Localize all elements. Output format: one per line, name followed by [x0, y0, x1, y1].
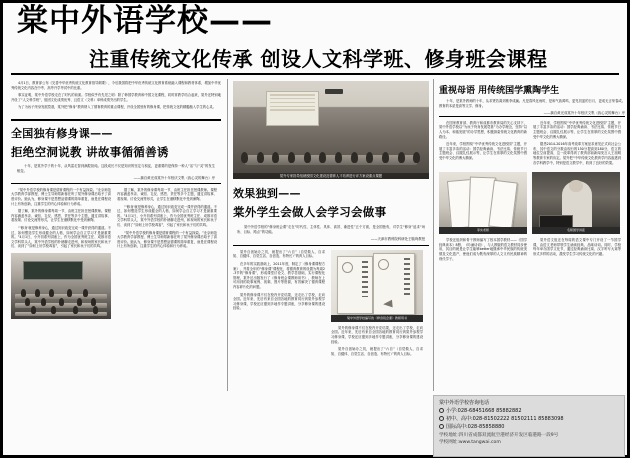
lecture-photo [532, 172, 620, 234]
left-body-p6: “棠中外语学校的修身课是德育课程的一个有益探索。”北京师范大学教育学部教授、博士生导师郑新蓉在听了棠外修身课后给予了高度评价。她认为，修身课不是思想品德课的简单重复，而是在课程设计上有所创新，注重学生的内心体验和行为养成。 [117, 230, 217, 249]
contact-address: 学校地址:四川省成都双流航空港经济开发区临港路一段9号 [439, 432, 559, 438]
column-divider-1 [227, 79, 228, 391]
right-section-title: 重视母语 用传统国学熏陶学生 [439, 86, 560, 96]
page-title: 棠中外语学校—— [17, 3, 273, 39]
right-photo-row [439, 172, 625, 234]
right-quote-block [439, 99, 625, 116]
right-column [439, 83, 625, 264]
left-body-p1: “棠中外语学校的修身课是德育课程的一个有益探索。”北京师范大学教育学部教授、博士生导师郑新蓉在听了棠外修身课后给予了高度评价。她认为，修身课不是思想品德课的简单重复，而是在课程设计上有所创新，注重学生的内心体验和行为养成。 [11, 187, 111, 206]
left-body-p5: “‘修身’就是修养身心，通过知识改变完成一课并获得的通道。不过，如何塑造学生形成健全的人格，如何学会自立学习才是最重要的。”4月1日，小升初系列讲座上，作为全国优秀班主任、成都市语文学科带头人，棠中外语学校的朴就聊走进州，和现场的家长和孩子们、谈到了“如何上好学校毒害”，引起了家长和孩子们的共鸣。 [117, 204, 217, 227]
middle-body-columns [233, 250, 429, 360]
contact-line-international [439, 423, 619, 431]
bullet-icon [439, 408, 444, 413]
textbook-photo [331, 250, 423, 322]
right-bottom-p2: 棠外语文组还在每周的语文课中专门开设了一节国学课，由语文老师带领学生诵读经典、品味诗词。同时，学校每年举办国学文化节，通过经典诵读比赛、汉字听写大赛等形式多样的活动，激发学生学习传统文化的兴趣。 [533, 238, 621, 256]
right-body-p2: 近年来，学校围绕“中华优秀传统文化进校园”主题，开展了丰富多彩的活动：国学经典诵读、书法比赛、传统节日主题班会、汉服礼仪展示等，让学生在浓厚的文化氛围中感受中华文化的博大精深。 [439, 142, 527, 160]
right-body-col-b [533, 121, 621, 165]
meeting-photo-caption: 棠外专家指导组就校园文化建设及德育人才培养进行评方案设重点课题 [233, 173, 429, 179]
bullet-icon [439, 416, 444, 421]
middle-quote-block [233, 225, 429, 242]
middle-body-p1: 棠外自创始办之初，就提出了“六自”（自觉做人、自求知、自健体、自觉生活、自创造、有特长）”的育人目标。 [233, 249, 325, 259]
left-body-p3: “‘修身’就是修养身心，通过知识改变完成一课并获得的通道。不过，如何塑造学生形成健全的人格，如何学会自立学习才是最重要的。”4月1日，小升初系列讲座上，作为全国优秀班主任、成都市语文学科带头人，棠中外语学校的朴就聊走进州，和现场的家长和孩子们、谈到了“如何上好学校毒害”，引起了家长和孩子们的共鸣。 [11, 225, 111, 249]
left-lead-p3: 为了为孩子终身发展奠基，棠外把“修身”教育纳入了德育教育的重点课程，开设全国独有的修身课，把传统文化的精髓植入学生的心灵。 [18, 105, 216, 110]
left-body-col-b [117, 188, 217, 249]
middle-column [233, 81, 429, 359]
contact-line-primary [439, 407, 619, 415]
middle-body-col-b [331, 326, 423, 357]
left-body-col-a [11, 188, 111, 249]
book-cover-back [337, 256, 373, 314]
contact-box [433, 395, 625, 457]
right-quote-credit: ——摘自黄光成棠外十年校庆文集《致心灵的舞台》序 [543, 111, 625, 116]
left-quote: 十年，是棠外学子的十年，从风雷走智到满腔担纯。这段成长不仅是知识的坚定与积淀，更重要的是保持一种人“活”与“灵”的发生蜕变。 [17, 163, 215, 173]
contact-phone-primary: 小学:028-68451668 85882882 [446, 408, 522, 414]
masthead [3, 3, 627, 73]
middle-body-p4: 棠外的修身课不仅在校内开花结果，还走出了学校，走向全国。近年来，先后有来自全国各地的教育同行到棠外参观学习修身课，学校还应邀到多地作专题讲座，分享修身课的建设经验。 [331, 325, 423, 344]
middle-body-p3: 棠外的修身课不仅在校内开花结果，还走出了学校，走向全国。近年来，先后有来自全国各地的教育同行到棠外参观学习修身课，学校还应邀到多地作专题讲座，分享修身课的建设经验。 [233, 292, 325, 311]
right-body-p3: 近年来，学校围绕“中华优秀传统文化进校园”主题，开展了丰富多彩的活动：国学经典诵读、书法比赛、传统节日主题班会、汉服礼仪展示等，让学生在浓厚的文化氛围中感受中华文化的博大精深。 [533, 120, 621, 139]
lecture-photo-caption: 名师国学讲座 [532, 227, 620, 234]
textbook-photo-caption: 棠中外语学校编写的《修身班会课》教师用书 [331, 315, 423, 322]
right-body-p4: 据悉2014-2016年高考改革方案征求意见正式向社会公布，其中语文的分数由现行的150分提高到180分，语文的地位空前提高，这一改革得到了教育部前新闻发言人王旭明等教育专家的肯定。棠外把“中华传统文化教育学内容渗透到各学科教学中，特别是语文教学中，收到了良好的效果。 [533, 142, 621, 165]
left-body-p4: 据了解，棠外的修身课每周一节，由班主任担任授课教师。课程内容涵盖孝亲、诚信、礼仪、感恩、责任等多个主题，通过讲故事、看视频、讨论交流等形式，让学生在潜移默化中受到熏陶。 [117, 187, 217, 201]
classroom-photo [11, 253, 111, 319]
right-bottom-columns [439, 238, 625, 264]
middle-body-col-a [233, 250, 325, 311]
left-section-title-1: 全国独有修身课—— [11, 126, 113, 140]
projector-shape [325, 89, 343, 94]
right-quote: 十年，是棠外教师的十年，从求贤若渴到桃李成蹊。凡是春风化雨时，是和气致鸿鸣，更见初蓝的日月，更成无言荣春或。教育的本质是高等文学、修身。 [439, 99, 625, 108]
book-cover-front [373, 253, 415, 315]
left-lead-block [11, 81, 221, 110]
bullet-icon [439, 424, 444, 429]
teacher-photo-caption: 李实老师 [439, 227, 527, 234]
right-bottom-col-a [439, 238, 527, 261]
page-subtitle: 注重传统文化传承 创设人文科学班、修身班会课程 [89, 47, 548, 71]
teacher-with-books-photo [439, 172, 527, 234]
right-bottom-p1: 学校还组织和骨干教师编写了校本国学教材——《国学经典读本》8册、《吟诵诗词》，与人教版的语文教材同步使用，其目的就是让学生能够better地继承中华民族的传统美德及文化遗产，使他们成为既有深厚的人文又有民族精神的现代学子。 [439, 238, 527, 261]
middle-quote-credit: ——天津市教科院科研处王毓珣教授 [370, 237, 425, 242]
right-body-columns [439, 121, 625, 168]
middle-body-p5: 棠外自创始办之初，就提出了“六自”（自觉做人、自求知、自健体、自觉生活、自创造、有特长）”的育人目标。 [331, 347, 423, 356]
meeting-photo [233, 81, 429, 179]
contact-phone-secondary: 初中、高中:028-81502222 81502111 85883098 [446, 416, 564, 423]
right-body-p1: 在国家教育部、教育厅和成都市教育局的关心支持下，棠中外语学校以“为孩子终身发展奠基”为办学理念，坚持“以人为本、和谐发展”的办学思想，积极探索传统文化教育的新路径。 [439, 120, 527, 139]
contact-title: 棠中外语学校咨询电话 [439, 400, 490, 406]
left-lead-p1: 4月1日，教育部公布《完善中华优秀传统文化教育指导纲要》，今后我国将把中华优秀传统文化教育系统融入课程和教材体系，增加中华优秀传统文化内容在中考、高考升学考试中的比重。 [11, 81, 221, 90]
masthead-divider [11, 73, 619, 75]
left-column [11, 81, 221, 319]
right-body-col-a [439, 121, 527, 161]
right-bottom-col-b [533, 238, 621, 256]
left-section-title-2: 拒绝空洞说教 讲故事循循善诱 [11, 144, 169, 159]
blackboard-shape [23, 261, 83, 280]
left-lead-p2: 事实证明，棠中外语学校走在了时代的前面。学校似乎有先见之明：除了韩国学教育和中国文化课程，同时常教学结合起来，棠外还特别地开设了“人文科学班”，组团文化成绩优秀、且语文（文科）单科成绩突出的学生。 [11, 93, 221, 102]
middle-body-p2: 在多年的实践基础上，2011年度，制定了《修身课课程方案》，并将全年的“修身课”课程化，将德育教育的设置为每周2-3节的“修身课”，形成课堂讨论文、教学答基础，实行课程化管理，棠外还出版发行了《修身班会课教师用书》，教师在上可用到的故事案例、视频、图片等资源，有效解决了德育课程内容碎片化的问题。 [233, 261, 325, 289]
contact-line-secondary [439, 415, 619, 423]
projector-screen-shape [266, 91, 319, 126]
left-quote-block [11, 164, 221, 181]
left-body-p2: 据了解，棠外的修身课每周一节，由班主任担任授课教师。课程内容涵盖孝亲、诚信、礼仪、感恩、责任等多个主题，通过讲故事、看视频、讨论交流等形式，让学生在潜移默化中受到熏陶。 [11, 209, 111, 223]
left-quote-credit: ——摘自黄光成棠外十年校庆文集《致心灵的舞台》序 [133, 176, 215, 181]
contact-phone-international: 国际高中:028-85858880 [446, 424, 505, 431]
contact-website[interactable]: 学校网址:www.tangwai.com [439, 440, 501, 446]
speaker-head-shape [569, 180, 582, 192]
middle-section-title-2: 棠外学生会做人会学习会做事 [233, 205, 387, 219]
middle-section-title-1: 效果独到—— [233, 187, 301, 200]
column-divider-2 [433, 79, 434, 391]
attendees-shape [233, 124, 429, 163]
middle-quote: 棠中外语学校的“修身班会课”走在“时代性、主体性、具体、高效、渐进性”五个方面，是全国独有，对学生“修身”追求“场所、目标、路点”的功能。 [237, 225, 425, 234]
left-body-columns [11, 188, 221, 319]
